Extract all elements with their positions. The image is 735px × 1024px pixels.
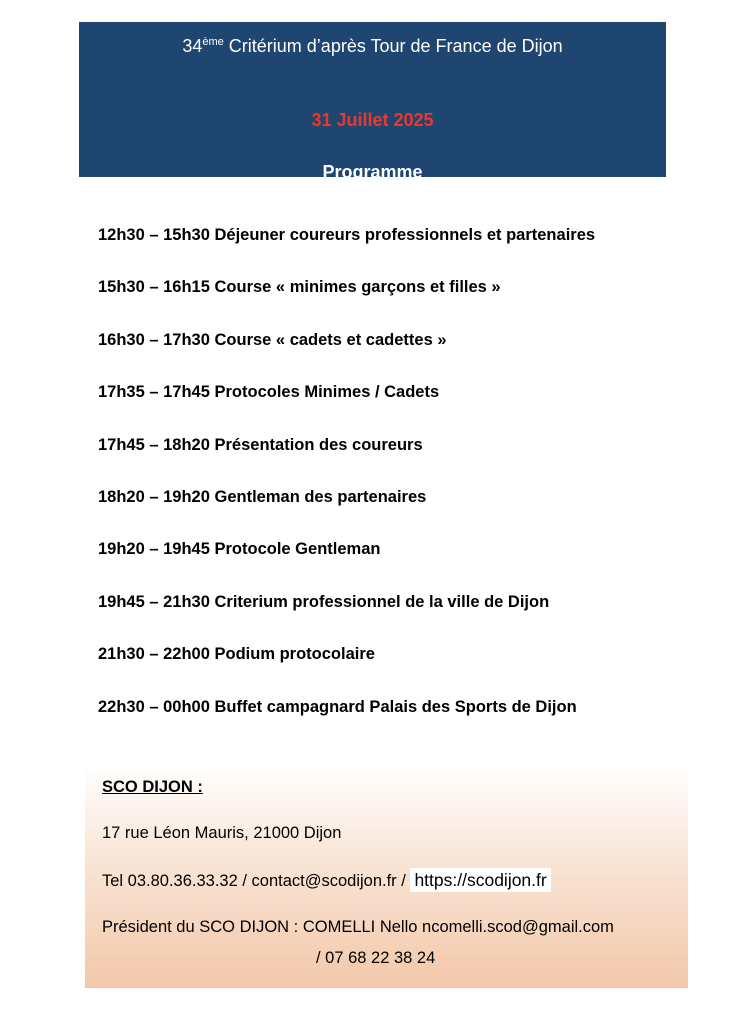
schedule-item: 17h45 – 18h20 Présentation des coureurs (98, 435, 423, 454)
schedule-item: 17h35 – 17h45 Protocoles Minimes / Cadets (98, 383, 440, 402)
club-address: 17 rue Léon Mauris, 21000 Dijon (102, 824, 342, 842)
schedule-item: 19h20 – 19h45 Protocole Gentleman (98, 540, 381, 559)
schedule-item: 15h30 – 16h15 Course « minimes garçons et filles » (98, 278, 501, 297)
schedule-list (98, 224, 595, 748)
event-date: 31 Juillet 2025 (311, 110, 434, 130)
president-phone: / 07 68 22 38 24 (316, 949, 436, 967)
schedule-item: 12h30 – 15h30 Déjeuner coureurs professionnels et partenaires (98, 226, 596, 244)
programme-heading: Programme (322, 162, 423, 182)
title-superscript: ème (202, 36, 224, 48)
president-line: Président du SCO DIJON : COMELLI Nello ncomelli.scod@gmail.com (102, 918, 614, 936)
event-title (79, 35, 666, 57)
title-text: Critérium d’après Tour de France de Dijon (223, 36, 563, 56)
contact-box (85, 765, 688, 988)
title-number: 34 (182, 36, 203, 56)
schedule-item: 19h45 – 21h30 Criterium professionnel de la ville de Dijon (98, 592, 550, 611)
schedule-item: 21h30 – 22h00 Podium protocolaire (98, 645, 375, 664)
contact-text: Tel 03.80.36.33.32 / contact@scodijon.fr / (102, 872, 411, 890)
schedule-item: 16h30 – 17h30 Course « cadets et cadettes » (98, 330, 447, 349)
schedule-item: 18h20 – 19h20 Gentleman des partenaires (98, 487, 427, 506)
website-link[interactable]: https://scodijon.fr (410, 868, 550, 892)
schedule-item: 22h30 – 00h00 Buffet campagnard Palais des Sports de Dijon (98, 697, 577, 716)
club-name: SCO DIJON : (102, 778, 203, 796)
contact-line (102, 869, 551, 892)
header-banner (79, 22, 666, 182)
